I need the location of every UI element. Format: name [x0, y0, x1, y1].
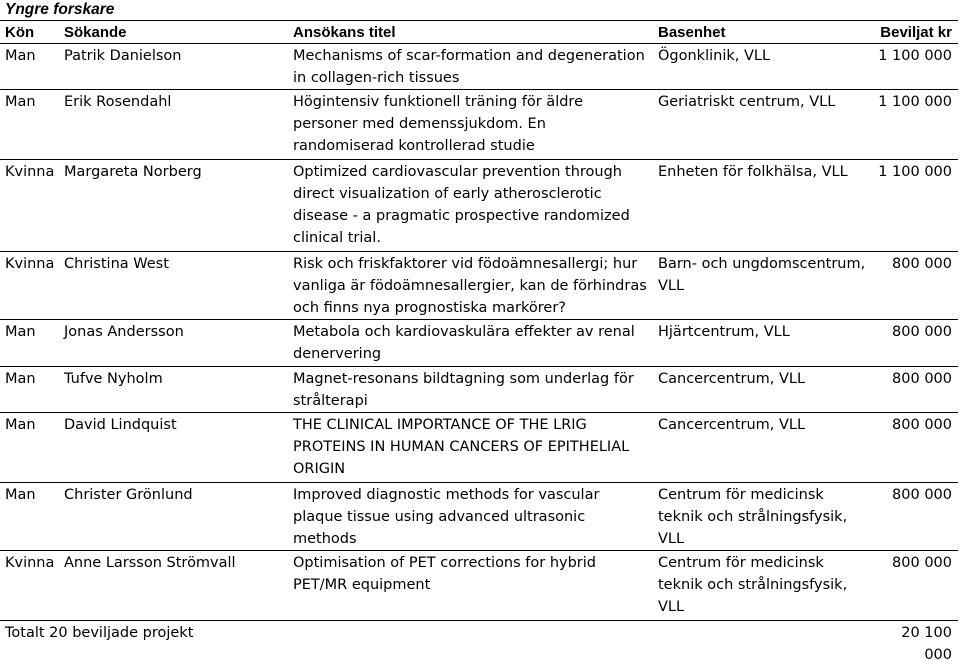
- cell-kon: Man: [0, 320, 59, 367]
- cell-kon: Kvinna: [0, 252, 59, 320]
- table-row: [0, 90, 958, 160]
- table-row: [0, 44, 958, 90]
- cell-belopp: 800 000: [873, 367, 958, 413]
- cell-titel: Improved diagnostic methods for vascular plaque tissue using advanced ultrasonic methods: [288, 483, 653, 551]
- cell-sokande: Erik Rosendahl: [59, 90, 288, 160]
- cell-basenhet: Geriatriskt centrum, VLL: [653, 90, 873, 160]
- cell-basenhet: Centrum för medicinsk teknik och strålningsfysik, VLL: [653, 551, 873, 621]
- cell-sokande: Christer Grönlund: [59, 483, 288, 551]
- cell-basenhet: Barn- och ungdomscentrum, VLL: [653, 252, 873, 320]
- table-row: [0, 160, 958, 252]
- cell-kon: Man: [0, 90, 59, 160]
- cell-titel: Magnet-resonans bildtagning som underlag för strålterapi: [288, 367, 653, 413]
- table-header-row: [0, 21, 958, 44]
- cell-belopp: 800 000: [873, 551, 958, 621]
- cell-sokande: Anne Larsson Strömvall: [59, 551, 288, 621]
- col-header-kon: Kön: [0, 21, 59, 44]
- cell-kon: Kvinna: [0, 551, 59, 621]
- cell-basenhet: Hjärtcentrum, VLL: [653, 320, 873, 367]
- table-row: [0, 367, 958, 413]
- cell-belopp: 800 000: [873, 483, 958, 551]
- cell-kon: Man: [0, 413, 59, 483]
- cell-sokande: Christina West: [59, 252, 288, 320]
- table-row: [0, 413, 958, 483]
- col-header-sokande: Sökande: [59, 21, 288, 44]
- cell-kon: Man: [0, 367, 59, 413]
- col-header-basenhet: Basenhet: [653, 21, 873, 44]
- table-row: [0, 483, 958, 551]
- cell-belopp: 800 000: [873, 413, 958, 483]
- cell-belopp: 1 100 000: [873, 44, 958, 90]
- cell-sokande: Tufve Nyholm: [59, 367, 288, 413]
- cell-sokande: Jonas Andersson: [59, 320, 288, 367]
- cell-basenhet: Cancercentrum, VLL: [653, 367, 873, 413]
- cell-basenhet: Ögonklinik, VLL: [653, 44, 873, 90]
- cell-kon: Man: [0, 44, 59, 90]
- cell-belopp: 800 000: [873, 320, 958, 367]
- cell-basenhet: Enheten för folkhälsa, VLL: [653, 160, 873, 252]
- cell-kon: Man: [0, 483, 59, 551]
- cell-sokande: David Lindquist: [59, 413, 288, 483]
- cell-belopp: 800 000: [873, 252, 958, 320]
- cell-titel: THE CLINICAL IMPORTANCE OF THE LRIG PROTEINS IN HUMAN CANCERS OF EPITHELIAL ORIGIN: [288, 413, 653, 483]
- cell-titel: Optimized cardiovascular prevention through direct visualization of early atherosclerotic disease - a pragmatic prospective randomized clinical trial.: [288, 160, 653, 252]
- grants-table: [0, 20, 958, 666]
- total-amount: 20 100 000: [873, 621, 958, 666]
- total-label: Totalt 20 beviljade projekt: [0, 621, 873, 666]
- col-header-belopp: Beviljat kr: [873, 21, 958, 44]
- cell-basenhet: Cancercentrum, VLL: [653, 413, 873, 483]
- cell-titel: Högintensiv funktionell träning för äldre personer med demenssjukdom. En randomiserad kontrollerad studie: [288, 90, 653, 160]
- total-row: [0, 621, 958, 666]
- table-row: [0, 551, 958, 621]
- col-header-titel: Ansökans titel: [288, 21, 653, 44]
- cell-belopp: 1 100 000: [873, 90, 958, 160]
- table-row: [0, 252, 958, 320]
- cell-kon: Kvinna: [0, 160, 59, 252]
- cell-belopp: 1 100 000: [873, 160, 958, 252]
- cell-titel: Metabola och kardiovaskulära effekter av renal denervering: [288, 320, 653, 367]
- cell-titel: Risk och friskfaktorer vid födoämnesallergi; hur vanliga är födoämnesallergier, kan de förhindras och finns nya prognostiska markörer?: [288, 252, 653, 320]
- cell-basenhet: Centrum för medicinsk teknik och strålningsfysik, VLL: [653, 483, 873, 551]
- cell-sokande: Patrik Danielson: [59, 44, 288, 90]
- cell-titel: Mechanisms of scar-formation and degeneration in collagen-rich tissues: [288, 44, 653, 90]
- cell-titel: Optimisation of PET corrections for hybrid PET/MR equipment: [288, 551, 653, 621]
- cell-sokande: Margareta Norberg: [59, 160, 288, 252]
- section-title: Yngre forskare: [5, 0, 114, 20]
- table-row: [0, 320, 958, 367]
